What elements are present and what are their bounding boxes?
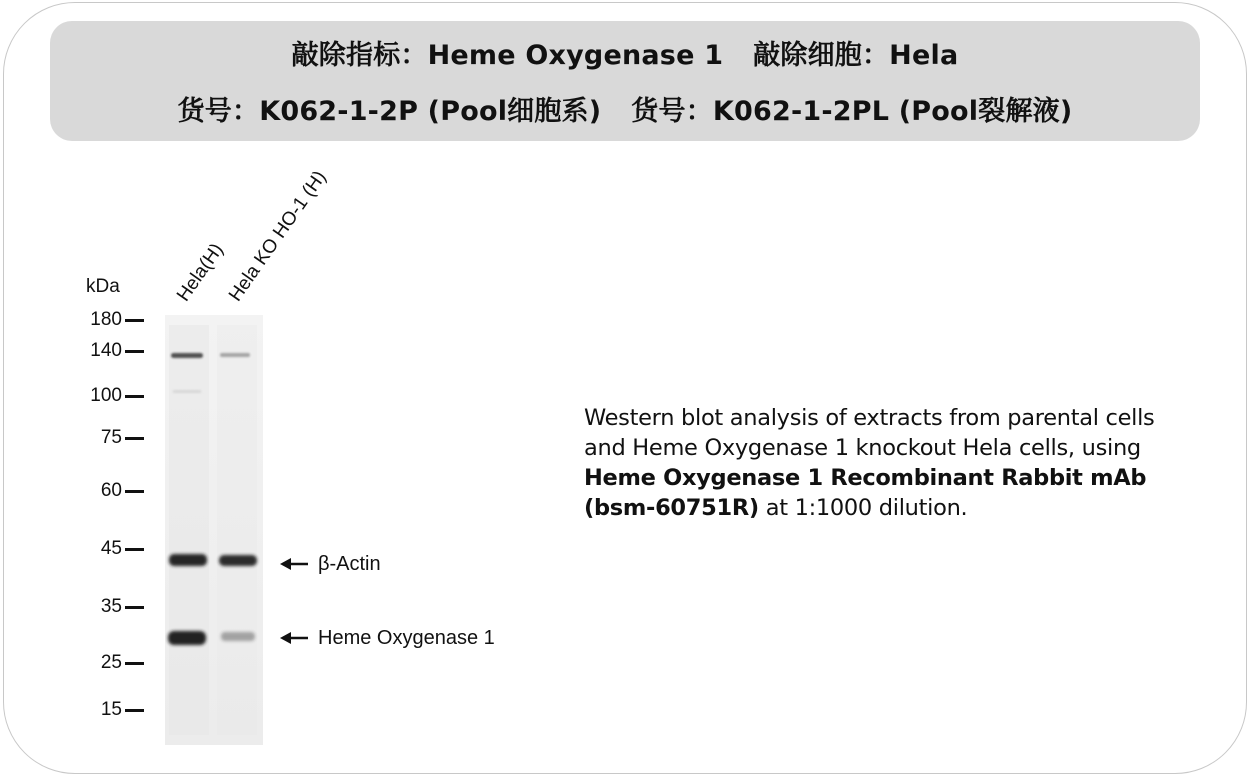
catalog-pool-lysate: 货号：K062-1-2PL (Pool裂解液) xyxy=(631,96,1073,127)
marker-15 xyxy=(70,700,146,720)
high-band-lane2 xyxy=(220,353,250,357)
caption-antibody: Heme Oxygenase 1 Recombinant Rabbit mAb (bsm-60751R) xyxy=(584,465,1147,521)
western-blot-image xyxy=(165,315,263,745)
marker-tick xyxy=(125,395,144,398)
left-arrow-icon xyxy=(280,628,310,648)
marker-tick xyxy=(125,319,144,322)
marker-25 xyxy=(70,653,146,673)
marker-tick xyxy=(125,709,144,712)
lane-label-hela: Hela(H) xyxy=(172,239,228,306)
ho1-band-lane2 xyxy=(221,632,255,641)
marker-tick xyxy=(125,437,144,440)
marker-75 xyxy=(70,428,146,448)
marker-label: 15 xyxy=(100,699,122,720)
marker-60 xyxy=(70,481,146,501)
actin-band-lane2 xyxy=(219,555,257,566)
high-band-lane1 xyxy=(171,353,203,358)
band-label-beta-actin: β-Actin xyxy=(318,553,381,575)
marker-tick xyxy=(125,606,144,609)
marker-45 xyxy=(70,539,146,559)
actin-band-lane1 xyxy=(169,554,207,566)
marker-label: 25 xyxy=(100,652,122,673)
marker-100 xyxy=(70,386,146,406)
header-line-2 xyxy=(50,89,1200,128)
band-label-heme-oxygenase: Heme Oxygenase 1 xyxy=(318,627,495,649)
caption-text-2: at 1:1000 dilution. xyxy=(758,495,968,521)
knockout-target: 敲除指标：Heme Oxygenase 1 xyxy=(291,40,724,71)
marker-tick xyxy=(125,548,144,551)
ho1-band-lane1 xyxy=(168,631,206,645)
marker-label: 140 xyxy=(90,340,122,361)
lane-label-hela-ko: Hela KO HO-1 (H) xyxy=(224,167,331,306)
kda-unit-label: kDa xyxy=(86,276,120,297)
marker-35 xyxy=(70,597,146,617)
marker-tick xyxy=(125,662,144,665)
marker-label: 60 xyxy=(100,480,122,501)
knockout-cell: 敲除细胞：Hela xyxy=(753,40,959,71)
caption-text-1: Western blot analysis of extracts from parental cells and Heme Oxygenase 1 knockout Hela cells, using xyxy=(584,405,1155,461)
marker-label: 75 xyxy=(100,427,122,448)
marker-140 xyxy=(70,341,146,361)
marker-180 xyxy=(70,310,146,330)
marker-label: 100 xyxy=(90,385,122,406)
marker-label: 45 xyxy=(100,538,122,559)
marker-tick xyxy=(125,350,144,353)
header-panel xyxy=(50,21,1200,141)
header-line-1 xyxy=(50,33,1200,72)
catalog-pool-cell: 货号：K062-1-2P (Pool细胞系) xyxy=(177,96,602,127)
marker-label: 35 xyxy=(100,596,122,617)
marker-tick xyxy=(125,490,144,493)
figure-caption xyxy=(584,403,1199,523)
left-arrow-icon xyxy=(280,554,310,574)
marker-label: 180 xyxy=(90,309,122,330)
